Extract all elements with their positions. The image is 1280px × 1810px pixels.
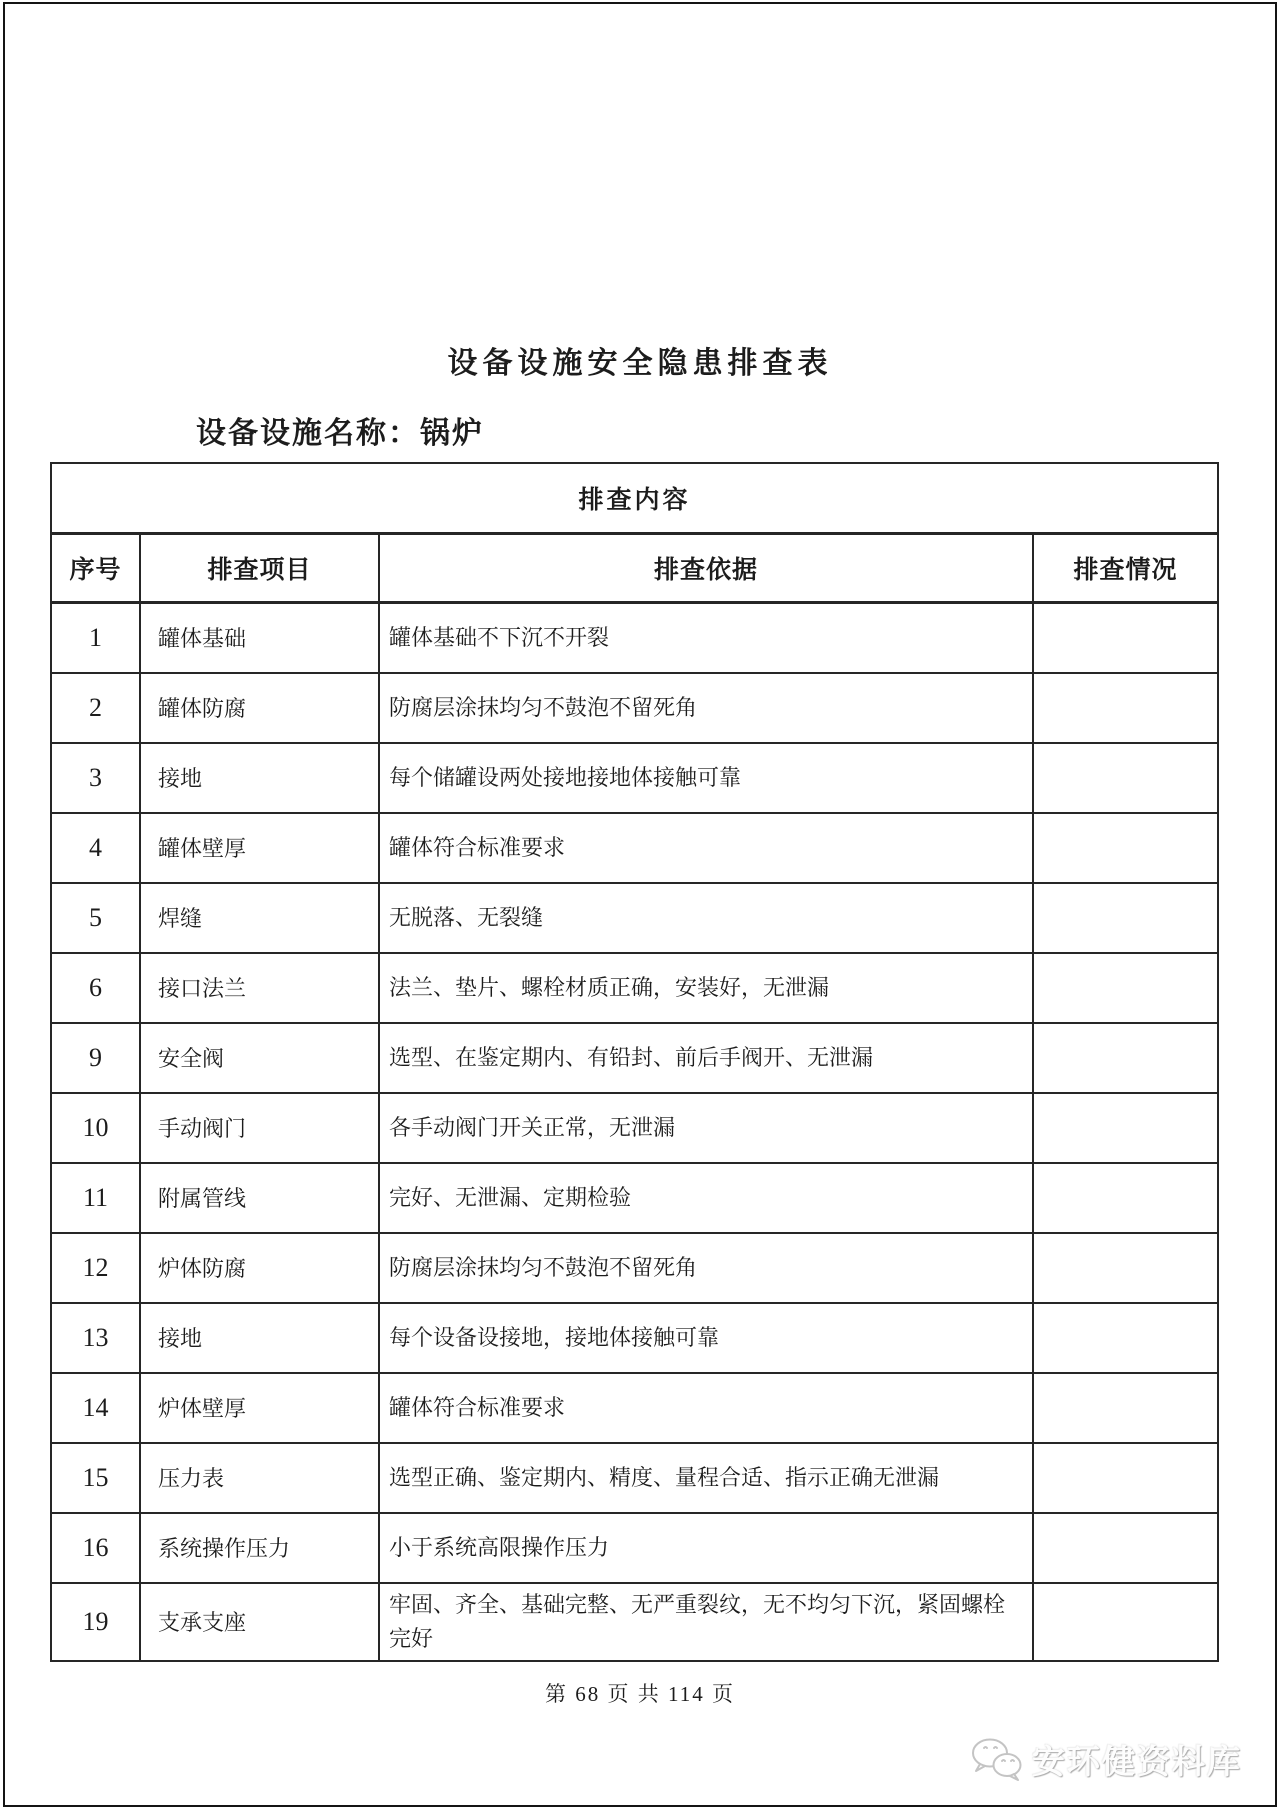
row-number-cell: 9 <box>51 1023 140 1093</box>
inspection-table-body <box>51 603 1218 1661</box>
row-number-cell: 16 <box>51 1513 140 1583</box>
inspection-item-cell: 罐体壁厚 <box>140 813 379 883</box>
inspection-basis-cell: 完好、无泄漏、定期检验 <box>379 1163 1033 1233</box>
inspection-status-cell <box>1033 1303 1218 1373</box>
inspection-status-cell <box>1033 1443 1218 1513</box>
column-header-status: 排查情况 <box>1033 534 1218 603</box>
inspection-basis-cell: 选型正确、鉴定期内、精度、量程合适、指示正确无泄漏 <box>379 1443 1033 1513</box>
inspection-basis-cell: 法兰、垫片、螺栓材质正确，安装好，无泄漏 <box>379 953 1033 1023</box>
inspection-status-cell <box>1033 953 1218 1023</box>
row-number-cell: 11 <box>51 1163 140 1233</box>
inspection-item-cell: 炉体壁厚 <box>140 1373 379 1443</box>
page-title: 设备设施安全隐患排查表 <box>447 347 833 380</box>
inspection-item-cell: 接口法兰 <box>140 953 379 1023</box>
column-header-no: 序号 <box>51 534 140 603</box>
table-span-header: 排查内容 <box>51 463 1218 534</box>
table-row <box>51 883 1218 953</box>
table-span-header-row <box>51 463 1218 534</box>
inspection-item-cell: 系统操作压力 <box>140 1513 379 1583</box>
inspection-status-cell <box>1033 883 1218 953</box>
inspection-basis-cell: 小于系统高限操作压力 <box>379 1513 1033 1583</box>
inspection-basis-cell: 罐体符合标准要求 <box>379 813 1033 883</box>
row-number-cell: 4 <box>51 813 140 883</box>
watermark <box>968 1736 1242 1783</box>
inspection-status-cell <box>1033 1583 1218 1661</box>
table-row <box>51 813 1218 883</box>
table-row <box>51 1233 1218 1303</box>
inspection-status-cell <box>1033 1093 1218 1163</box>
inspection-item-cell: 罐体基础 <box>140 603 379 673</box>
row-number-cell: 13 <box>51 1303 140 1373</box>
inspection-item-cell: 接地 <box>140 1303 379 1373</box>
inspection-basis-cell: 罐体符合标准要求 <box>379 1373 1033 1443</box>
table-column-header-row <box>51 534 1218 603</box>
inspection-basis-cell: 选型、在鉴定期内、有铅封、前后手阀开、无泄漏 <box>379 1023 1033 1093</box>
inspection-status-cell <box>1033 813 1218 883</box>
inspection-status-cell <box>1033 1023 1218 1093</box>
inspection-basis-cell: 每个储罐设两处接地接地体接触可靠 <box>379 743 1033 813</box>
inspection-status-cell <box>1033 1373 1218 1443</box>
watermark-text: 安环健资料库 <box>1032 1745 1242 1781</box>
table-row <box>51 743 1218 813</box>
row-number-cell: 15 <box>51 1443 140 1513</box>
inspection-item-cell: 接地 <box>140 743 379 813</box>
table-row <box>51 673 1218 743</box>
row-number-cell: 6 <box>51 953 140 1023</box>
inspection-status-cell <box>1033 1163 1218 1233</box>
inspection-status-cell <box>1033 1233 1218 1303</box>
inspection-item-cell: 安全阀 <box>140 1023 379 1093</box>
row-number-cell: 1 <box>51 603 140 673</box>
table-row <box>51 953 1218 1023</box>
table-row <box>51 1513 1218 1583</box>
inspection-item-cell: 压力表 <box>140 1443 379 1513</box>
row-number-cell: 12 <box>51 1233 140 1303</box>
inspection-item-cell: 手动阀门 <box>140 1093 379 1163</box>
page-number-footer: 第 68 页 共 114 页 <box>545 1682 735 1706</box>
inspection-status-cell <box>1033 743 1218 813</box>
inspection-item-cell: 附属管线 <box>140 1163 379 1233</box>
table-row <box>51 1583 1218 1661</box>
column-header-item: 排查项目 <box>140 534 379 603</box>
table-row <box>51 603 1218 673</box>
row-number-cell: 19 <box>51 1583 140 1661</box>
table-row <box>51 1373 1218 1443</box>
inspection-basis-cell: 牢固、齐全、基础完整、无严重裂纹，无不均匀下沉，紧固螺栓完好 <box>379 1583 1033 1661</box>
inspection-item-cell: 支承支座 <box>140 1583 379 1661</box>
inspection-basis-cell: 防腐层涂抹均匀不鼓泡不留死角 <box>379 1233 1033 1303</box>
equipment-name-label: 设备设施名称：锅炉 <box>196 417 484 450</box>
row-number-cell: 5 <box>51 883 140 953</box>
table-row <box>51 1023 1218 1093</box>
inspection-basis-cell: 防腐层涂抹均匀不鼓泡不留死角 <box>379 673 1033 743</box>
wechat-icon <box>968 1737 1026 1783</box>
column-header-basis: 排查依据 <box>379 534 1033 603</box>
inspection-status-cell <box>1033 1513 1218 1583</box>
inspection-table <box>50 462 1219 1662</box>
inspection-status-cell <box>1033 603 1218 673</box>
table-row <box>51 1093 1218 1163</box>
inspection-basis-cell: 无脱落、无裂缝 <box>379 883 1033 953</box>
inspection-item-cell: 罐体防腐 <box>140 673 379 743</box>
table-row <box>51 1303 1218 1373</box>
inspection-basis-cell: 各手动阀门开关正常，无泄漏 <box>379 1093 1033 1163</box>
table-row <box>51 1443 1218 1513</box>
inspection-status-cell <box>1033 673 1218 743</box>
inspection-item-cell: 炉体防腐 <box>140 1233 379 1303</box>
row-number-cell: 10 <box>51 1093 140 1163</box>
row-number-cell: 2 <box>51 673 140 743</box>
row-number-cell: 14 <box>51 1373 140 1443</box>
inspection-basis-cell: 罐体基础不下沉不开裂 <box>379 603 1033 673</box>
row-number-cell: 3 <box>51 743 140 813</box>
inspection-basis-cell: 每个设备设接地，接地体接触可靠 <box>379 1303 1033 1373</box>
inspection-item-cell: 焊缝 <box>140 883 379 953</box>
table-row <box>51 1163 1218 1233</box>
